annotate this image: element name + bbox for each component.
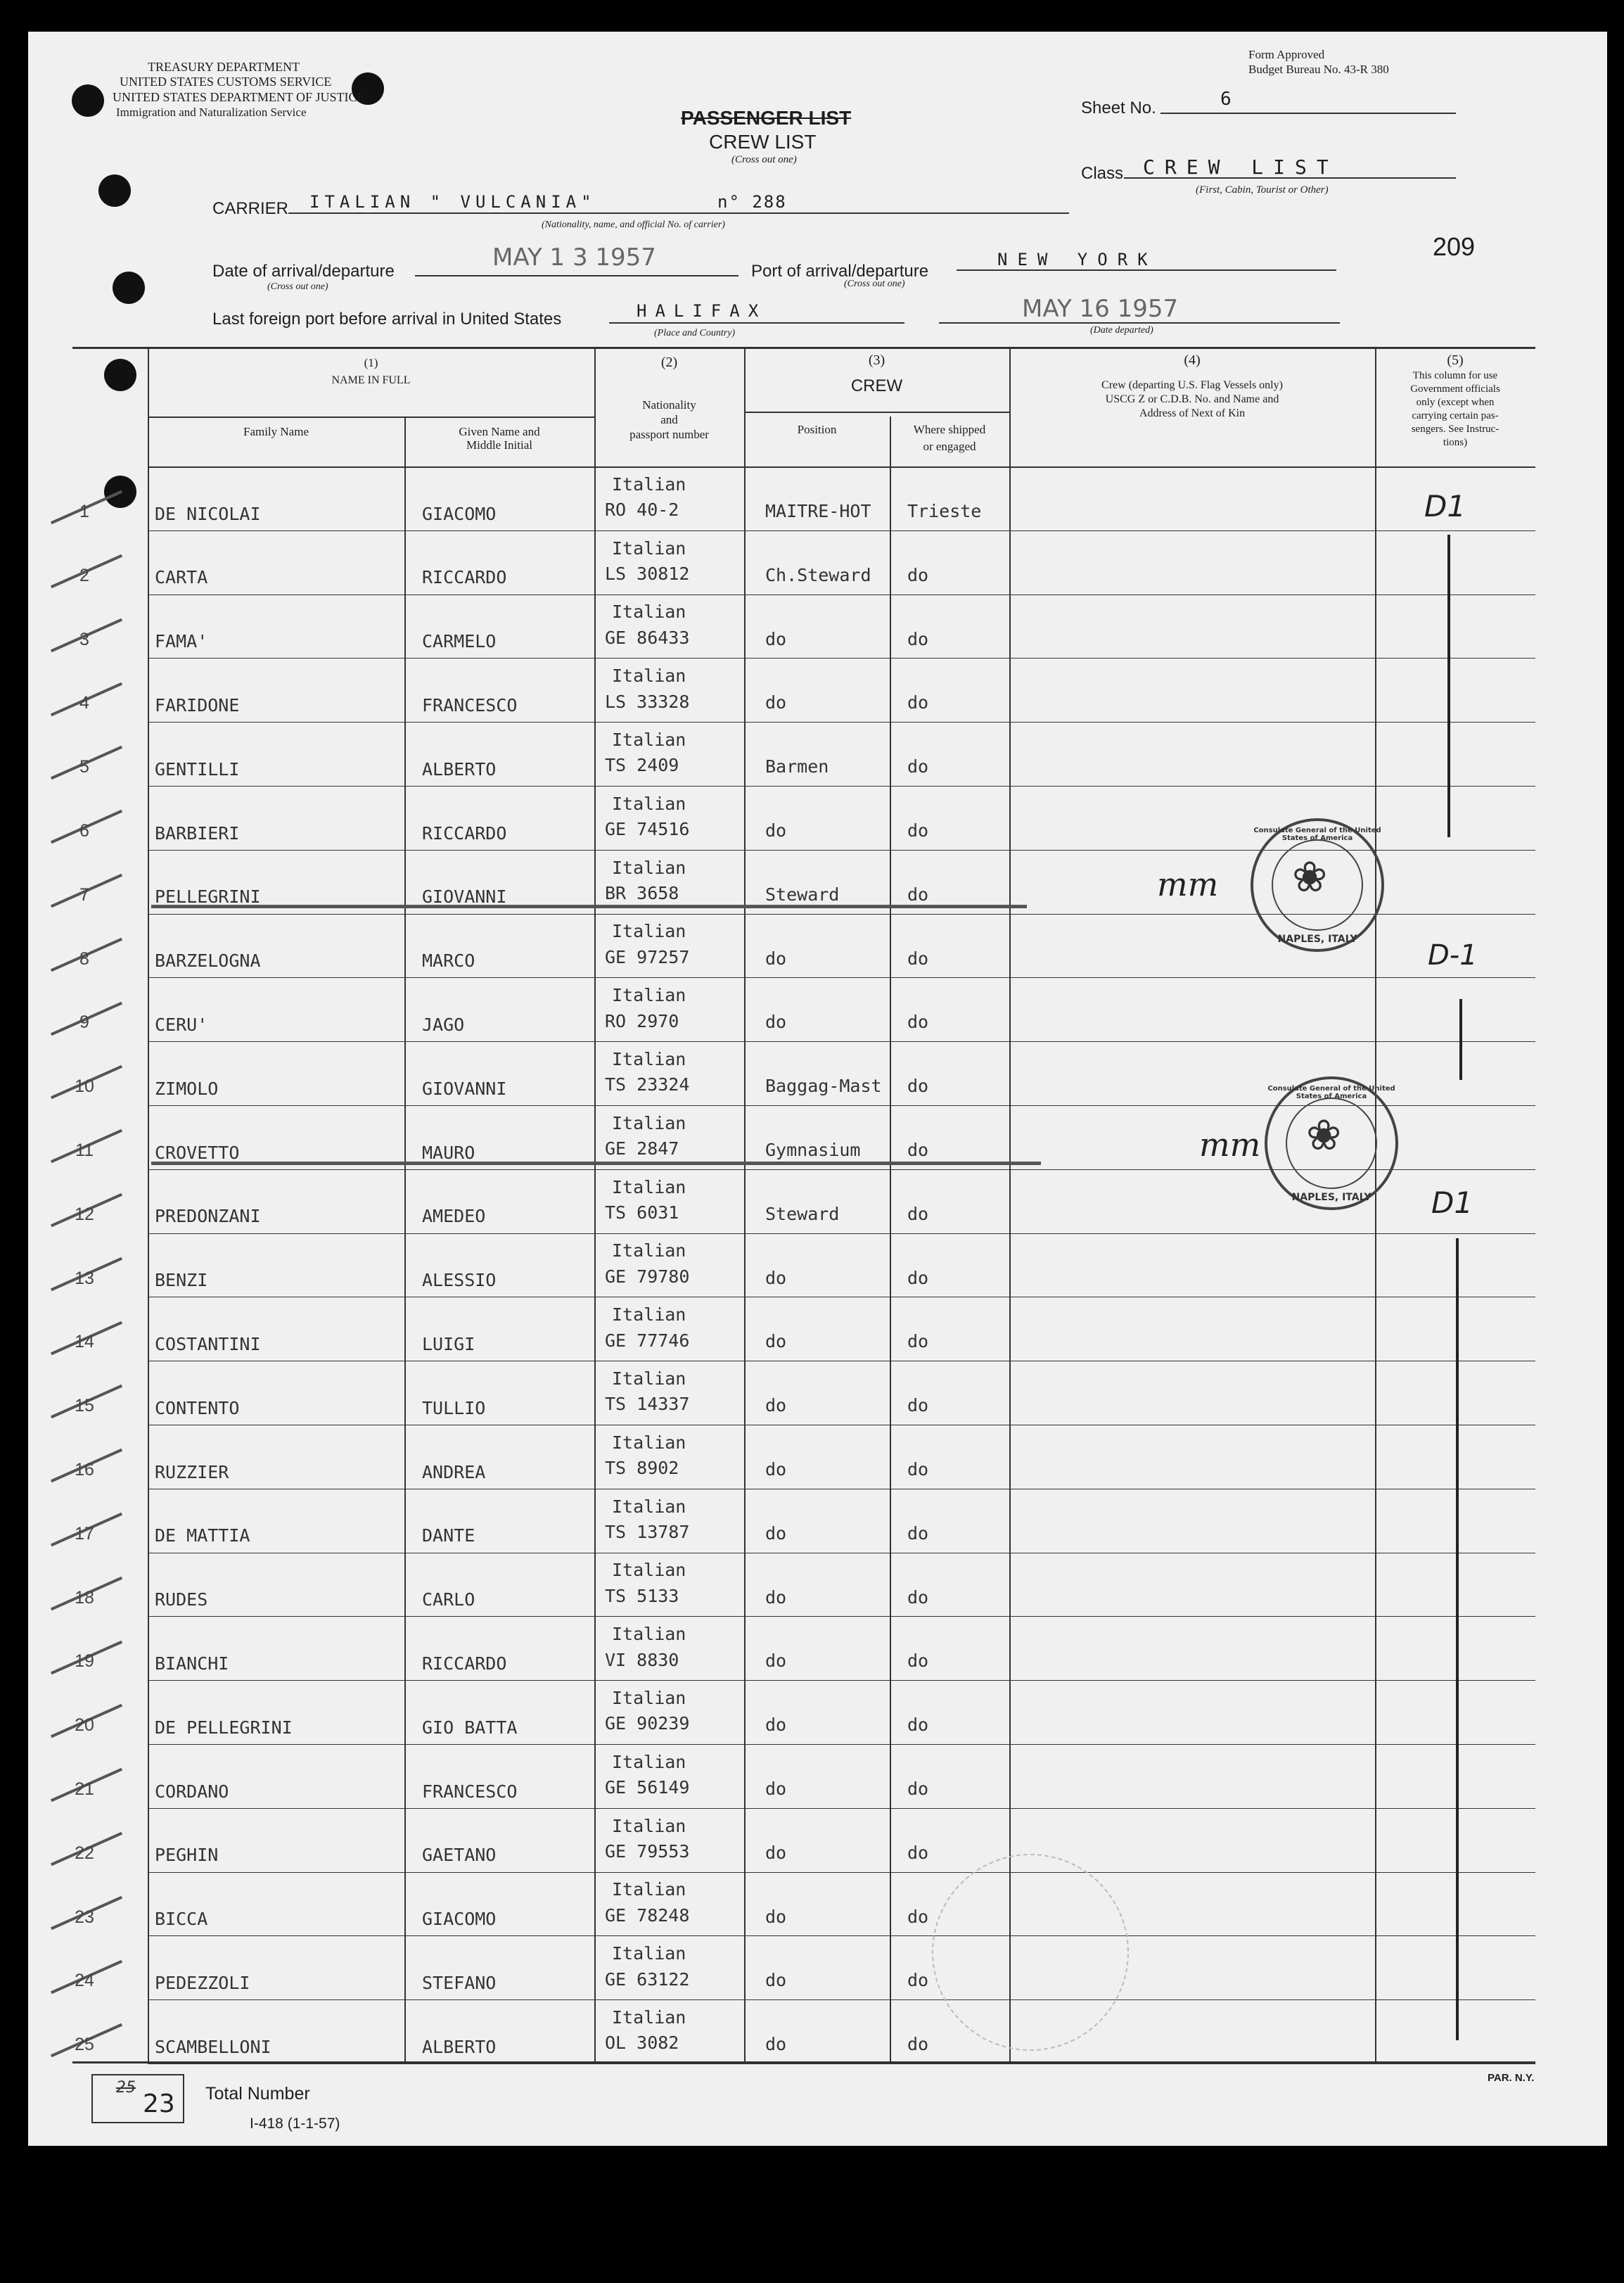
shipped-cell: do	[907, 2034, 929, 2055]
seal-a-bottom-text: NAPLES, ITALY	[1277, 934, 1357, 945]
position-cell: do	[765, 1395, 787, 1416]
row-number: 15	[75, 1396, 94, 1416]
given-name-cell: RICCARDO	[422, 567, 507, 588]
given-name-cell: CARMELO	[422, 631, 497, 652]
col-given-name-1: Given Name and	[459, 425, 540, 438]
family-name-cell: CARTA	[155, 567, 208, 588]
position-cell: do	[765, 1522, 787, 1544]
nationality-cell: Italian	[612, 538, 686, 559]
row-divider	[148, 1935, 1535, 1936]
position-cell: Ch.Steward	[765, 564, 871, 585]
shipped-cell: do	[907, 948, 929, 969]
position-cell: do	[765, 1906, 787, 1927]
form-approved: Form Approved	[1248, 48, 1325, 61]
family-name-cell: DE PELLEGRINI	[155, 1717, 293, 1738]
row-number: 24	[75, 1971, 94, 1991]
punch-hole-3	[98, 174, 131, 207]
given-name-cell: FRANCESCO	[422, 695, 518, 716]
row-number: 5	[79, 757, 89, 777]
shipped-cell: do	[907, 1076, 929, 1097]
passport-cell: TS 14337	[605, 1394, 690, 1415]
position-cell: do	[765, 1459, 787, 1480]
table-top-border	[72, 347, 1535, 349]
col1-number: (1)	[364, 356, 378, 369]
row-divider	[148, 2063, 1535, 2064]
nationality-cell: Italian	[612, 730, 686, 751]
nationality-cell: Italian	[612, 1304, 686, 1325]
family-name-cell: BICCA	[155, 1909, 208, 1930]
col-family-name: Family Name	[243, 425, 309, 438]
shipped-cell: Trieste	[907, 501, 982, 522]
col4-line-3: Address of Next of Kin	[1139, 407, 1246, 419]
family-name-cell: DE MATTIA	[155, 1525, 250, 1546]
given-name-cell: GIO BATTA	[422, 1717, 518, 1738]
family-name-cell: PEGHIN	[155, 1845, 219, 1866]
col4-line-2: USCG Z or C.D.B. No. and Name and	[1105, 393, 1279, 405]
given-name-cell: RICCARDO	[422, 822, 507, 844]
row-divider	[148, 1680, 1535, 1681]
given-name-cell: STEFANO	[422, 1973, 497, 1994]
carrier-number: n° 288	[717, 192, 787, 212]
port-caption: (Cross out one)	[844, 279, 905, 289]
passport-cell: TS 13787	[605, 1522, 690, 1543]
eagle-emblem-icon-a: ❀	[1292, 854, 1328, 901]
nationality-cell: Italian	[612, 985, 686, 1006]
family-name-cell: ZIMOLO	[155, 1078, 219, 1099]
position-cell: do	[765, 1779, 787, 1800]
family-name-cell: SCAMBELLONI	[155, 2036, 271, 2057]
col1-title: NAME IN FULL	[331, 374, 411, 386]
given-name-cell: GIOVANNI	[422, 1078, 507, 1099]
position-cell: do	[765, 820, 787, 841]
row-number: 25	[75, 2035, 94, 2055]
col-shipped-2: or engaged	[923, 440, 976, 453]
last-port-caption: (Place and Country)	[654, 328, 736, 338]
family-name-cell: RUDES	[155, 1589, 208, 1610]
shipped-cell: do	[907, 1012, 929, 1033]
row-divider	[148, 1808, 1535, 1809]
official-mark-d1-b: D-1	[1428, 939, 1478, 972]
passport-cell: TS 23324	[605, 1074, 690, 1095]
col5-line-1: This column for use	[1412, 370, 1498, 381]
form-number: I-418 (1-1-57)	[250, 2116, 340, 2132]
class-label: Class	[1081, 164, 1124, 183]
shipped-cell: do	[907, 884, 929, 905]
given-name-cell: GIOVANNI	[422, 886, 507, 908]
row-divider	[148, 594, 1535, 595]
col5-line-3: only (except when	[1416, 397, 1495, 408]
family-name-cell: CERU'	[155, 1015, 208, 1036]
given-name-cell: GIACOMO	[422, 1909, 497, 1930]
official-bracket-a	[1447, 535, 1450, 837]
row-divider	[148, 977, 1535, 978]
family-name-cell: CROVETTO	[155, 1142, 240, 1163]
shipped-cell: do	[907, 1459, 929, 1480]
punch-hole-1	[72, 84, 104, 117]
nationality-cell: Italian	[612, 1049, 686, 1070]
row-number: 16	[75, 1459, 94, 1480]
date-departed-caption: (Date departed)	[1090, 325, 1153, 336]
agency-treasury: TREASURY DEPARTMENT	[148, 60, 300, 74]
passport-cell: LS 33328	[605, 691, 690, 712]
row-divider	[148, 530, 1535, 531]
family-name-cell: CONTENTO	[155, 1397, 240, 1418]
given-name-cell: AMEDEO	[422, 1206, 486, 1227]
row-number: 7	[79, 884, 89, 905]
col2-and: and	[660, 413, 678, 426]
punch-hole-5	[104, 359, 136, 391]
shipped-cell: do	[907, 1715, 929, 1736]
position-cell: do	[765, 2034, 787, 2055]
title-cross-out: (Cross out one)	[731, 154, 797, 165]
given-name-cell: MARCO	[422, 950, 475, 972]
row-number: 14	[75, 1332, 94, 1352]
date-caption: (Cross out one)	[267, 281, 328, 292]
nationality-cell: Italian	[612, 1943, 686, 1964]
class-caption: (First, Cabin, Tourist or Other)	[1196, 184, 1329, 196]
position-cell: do	[765, 1715, 787, 1736]
date-underline	[415, 275, 739, 276]
row-number: 12	[75, 1204, 94, 1224]
row-number: 3	[79, 629, 89, 649]
col-given-name-2: Middle Initial	[466, 438, 532, 452]
seal-b-bottom-text: NAPLES, ITALY	[1291, 1192, 1372, 1203]
agency-justice: UNITED STATES DEPARTMENT OF JUSTICE	[113, 90, 365, 104]
nationality-cell: Italian	[612, 1751, 686, 1772]
passport-cell: GE 74516	[605, 819, 690, 840]
family-name-cell: PELLEGRINI	[155, 886, 261, 908]
official-mark-d1-a: D1	[1424, 489, 1466, 523]
divider-crew-kin	[1009, 347, 1011, 2063]
row-number: 10	[75, 1076, 94, 1097]
nationality-cell: Italian	[612, 1688, 686, 1709]
family-name-cell: GENTILLI	[155, 758, 240, 780]
given-name-cell: RICCARDO	[422, 1653, 507, 1674]
nationality-cell: Italian	[612, 1176, 686, 1197]
shipped-cell: do	[907, 1906, 929, 1927]
row-number: 22	[75, 1843, 94, 1863]
port-value: NEW YORK	[997, 250, 1158, 269]
position-cell: do	[765, 1842, 787, 1863]
date-label: Date of arrival/departure	[212, 262, 395, 281]
row-divider	[148, 658, 1535, 659]
col3-number: (3)	[868, 352, 885, 368]
row-number: 11	[75, 1140, 94, 1160]
row-divider	[148, 1041, 1535, 1042]
faint-seal-c	[932, 1854, 1129, 2051]
eagle-emblem-icon-b: ❀	[1306, 1112, 1342, 1159]
row-number: 19	[75, 1651, 94, 1672]
row-number: 20	[75, 1715, 94, 1736]
col2-number: (2)	[660, 355, 678, 370]
passport-cell: GE 77746	[605, 1330, 690, 1351]
divider-position-shipped	[890, 416, 891, 2063]
row-divider	[148, 722, 1535, 723]
shipped-cell: do	[907, 1522, 929, 1544]
family-name-cell: FARIDONE	[155, 695, 240, 716]
passport-cell: RO 40-2	[605, 500, 679, 521]
consulate-seal-a	[1251, 818, 1384, 952]
col-shipped-1: Where shipped	[913, 423, 986, 436]
passport-cell: TS 2409	[605, 755, 679, 776]
family-name-cell: COSTANTINI	[155, 1334, 261, 1355]
nationality-cell: Italian	[612, 1240, 686, 1261]
row-number: 8	[79, 948, 89, 969]
passport-cell: GE 86433	[605, 627, 690, 648]
position-cell: do	[765, 948, 787, 969]
shipped-cell: do	[907, 1586, 929, 1608]
family-name-cell: CORDANO	[155, 1781, 229, 1802]
nationality-cell: Italian	[612, 921, 686, 942]
family-name-cell: BARBIERI	[155, 822, 240, 844]
budget-bureau: Budget Bureau No. 43-R 380	[1248, 63, 1389, 76]
divider-nat-crew	[744, 347, 746, 2063]
shipped-cell: do	[907, 1970, 929, 1991]
sheet-label: Sheet No.	[1081, 98, 1156, 117]
port-underline	[957, 269, 1336, 271]
strike-row-11	[151, 1162, 1041, 1165]
passport-cell: RO 2970	[605, 1010, 679, 1031]
shipped-cell: do	[907, 756, 929, 777]
col4-line-1: Crew (departing U.S. Flag Vessels only)	[1101, 379, 1283, 391]
official-bracket-c	[1456, 1238, 1459, 2040]
total-struck-value: 25	[116, 2079, 136, 2097]
consul-initials-a: mm	[1157, 865, 1219, 903]
passport-cell: GE 56149	[605, 1777, 690, 1798]
family-name-cell: PREDONZANI	[155, 1206, 261, 1227]
position-cell: do	[765, 1970, 787, 1991]
title-crew-list: CREW LIST	[709, 131, 817, 153]
family-name-cell: PEDEZZOLI	[155, 1973, 250, 1994]
given-name-cell: DANTE	[422, 1525, 475, 1546]
shipped-cell: do	[907, 692, 929, 713]
row-number: 9	[79, 1012, 89, 1033]
last-port-value: HALIFAX	[637, 301, 767, 321]
position-cell: do	[765, 1331, 787, 1352]
nationality-cell: Italian	[612, 602, 686, 623]
last-port-underline	[609, 322, 904, 324]
nationality-cell: Italian	[612, 1112, 686, 1133]
col3-title: CREW	[850, 376, 903, 395]
passport-cell: GE 78248	[605, 1904, 690, 1926]
position-cell: do	[765, 692, 787, 713]
total-value: 23	[143, 2090, 175, 2118]
position-cell: Steward	[765, 884, 840, 905]
passport-cell: GE 79553	[605, 1841, 690, 1862]
shipped-cell: do	[907, 1842, 929, 1863]
family-name-cell: BARZELOGNA	[155, 950, 261, 972]
given-name-cell: JAGO	[422, 1015, 465, 1036]
position-cell: do	[765, 1651, 787, 1672]
official-bracket-b	[1459, 999, 1462, 1080]
given-name-cell: ANDREA	[422, 1461, 486, 1482]
given-name-cell: GAETANO	[422, 1845, 497, 1866]
nationality-cell: Italian	[612, 666, 686, 687]
passport-cell: GE 90239	[605, 1713, 690, 1734]
shipped-cell: do	[907, 1331, 929, 1352]
row-number: 13	[75, 1268, 94, 1288]
given-name-cell: GIACOMO	[422, 503, 497, 524]
divider-name-subhead	[148, 416, 594, 418]
row-number: 17	[75, 1523, 94, 1544]
divider-family-given	[404, 416, 406, 2063]
nationality-cell: Italian	[612, 1560, 686, 1581]
passport-cell: GE 97257	[605, 946, 690, 967]
port-label: Port of arrival/departure	[751, 262, 929, 281]
family-name-cell: BENZI	[155, 1270, 208, 1291]
passport-cell: TS 8902	[605, 1458, 679, 1479]
row-divider	[148, 1872, 1535, 1873]
row-divider	[148, 786, 1535, 787]
carrier-caption: (Nationality, name, and official No. of carrier)	[542, 220, 725, 230]
family-name-cell: BIANCHI	[155, 1653, 229, 1674]
position-cell: do	[765, 1012, 787, 1033]
col2-passport: passport number	[629, 428, 709, 441]
divider-given-nat	[594, 347, 596, 2063]
sheet-underline	[1161, 113, 1456, 114]
consul-initials-b: mm	[1199, 1126, 1261, 1164]
given-name-cell: LUIGI	[422, 1334, 475, 1355]
row-number: 23	[75, 1907, 94, 1927]
col5-line-6: tions)	[1443, 437, 1468, 448]
given-name-cell: FRANCESCO	[422, 1781, 518, 1802]
row-number: 4	[79, 693, 89, 713]
nationality-cell: Italian	[612, 1879, 686, 1900]
divider-crew-subhead	[744, 412, 1009, 413]
agency-ins: Immigration and Naturalization Service	[116, 106, 307, 119]
row-number: 18	[75, 1587, 94, 1608]
nationality-cell: Italian	[612, 1432, 686, 1453]
shipped-cell: do	[907, 1395, 929, 1416]
row-divider	[148, 1999, 1535, 2000]
carrier-value: ITALIAN " VULCANIA"	[309, 192, 596, 212]
given-name-cell: ALBERTO	[422, 2036, 497, 2057]
page-number: 209	[1433, 232, 1476, 261]
nationality-cell: Italian	[612, 1815, 686, 1836]
family-name-cell: DE NICOLAI	[155, 503, 261, 524]
date-departed-value: MAY 16 1957	[1022, 295, 1179, 323]
divider-kin-official	[1375, 347, 1376, 2063]
table-header-bottom	[148, 466, 1535, 468]
strike-row-7	[151, 905, 1027, 908]
shipped-cell: do	[907, 628, 929, 649]
position-cell: Steward	[765, 1203, 840, 1224]
position-cell: MAITRE-HOT	[765, 501, 871, 522]
passport-cell: LS 30812	[605, 564, 690, 585]
given-name-cell: ALESSIO	[422, 1270, 497, 1291]
shipped-cell: do	[907, 564, 929, 585]
seal-b-top-text: Consulate General of the United States of America	[1267, 1085, 1395, 1100]
punch-hole-4	[113, 272, 145, 304]
row-number: 1	[79, 501, 89, 521]
nationality-cell: Italian	[612, 1368, 686, 1389]
agency-customs: UNITED STATES CUSTOMS SERVICE	[120, 75, 332, 89]
row-divider	[148, 1744, 1535, 1745]
passport-cell: OL 3082	[605, 2033, 679, 2054]
passport-cell: TS 5133	[605, 1585, 679, 1606]
class-value: CREW LIST	[1143, 155, 1338, 179]
position-cell: Gymnasium	[765, 1140, 861, 1161]
shipped-cell: do	[907, 1651, 929, 1672]
table-left-border	[148, 347, 149, 2063]
row-number: 2	[79, 565, 89, 585]
row-number: 21	[75, 1779, 94, 1799]
col5-line-4: carrying certain pas-	[1412, 410, 1499, 421]
nationality-cell: Italian	[612, 1496, 686, 1517]
passport-cell: GE 79780	[605, 1266, 690, 1287]
seal-a-top-text: Consulate General of the United States of America	[1253, 827, 1381, 842]
position-cell: do	[765, 1586, 787, 1608]
shipped-cell: do	[907, 1140, 929, 1161]
position-cell: do	[765, 1267, 787, 1288]
given-name-cell: CARLO	[422, 1589, 475, 1610]
col5-number: (5)	[1447, 352, 1464, 368]
date-value: MAY 1 3 1957	[492, 243, 656, 272]
nationality-cell: Italian	[612, 793, 686, 814]
col-position: Position	[797, 423, 837, 436]
col4-number: (4)	[1184, 352, 1201, 368]
consulate-seal-b	[1265, 1076, 1398, 1210]
carrier-underline	[288, 212, 1069, 214]
shipped-cell: do	[907, 1203, 929, 1224]
row-number: 6	[79, 820, 89, 841]
passport-cell: TS 6031	[605, 1202, 679, 1223]
row-divider	[148, 1616, 1535, 1617]
nationality-cell: Italian	[612, 2007, 686, 2028]
row-divider	[148, 1233, 1535, 1234]
family-name-cell: RUZZIER	[155, 1461, 229, 1482]
given-name-cell: TULLIO	[422, 1397, 486, 1418]
shipped-cell: do	[907, 1779, 929, 1800]
shipped-cell: do	[907, 820, 929, 841]
nationality-cell: Italian	[612, 857, 686, 878]
official-mark-d1-c: D1	[1431, 1185, 1473, 1220]
given-name-cell: MAURO	[422, 1142, 475, 1163]
nationality-cell: Italian	[612, 473, 686, 495]
printer-mark: PAR. N.Y.	[1488, 2072, 1535, 2084]
col5-line-5: sengers. See Instruc-	[1411, 424, 1500, 435]
position-cell: Barmen	[765, 756, 829, 777]
passport-cell: GE 2847	[605, 1138, 679, 1159]
total-label: Total Number	[205, 2084, 310, 2104]
carrier-label: CARRIER	[212, 199, 289, 218]
shipped-cell: do	[907, 1267, 929, 1288]
given-name-cell: ALBERTO	[422, 758, 497, 780]
title-passenger-list: PASSENGER LIST	[681, 107, 852, 129]
col2-nationality: Nationality	[642, 398, 696, 412]
family-name-cell: FAMA'	[155, 631, 208, 652]
col5-line-2: Government officials	[1410, 383, 1500, 395]
last-port-label: Last foreign port before arrival in United States	[212, 310, 562, 329]
position-cell: do	[765, 628, 787, 649]
position-cell: Baggag-Mast	[765, 1076, 882, 1097]
passport-cell: VI 8830	[605, 1649, 679, 1670]
passport-cell: GE 63122	[605, 1969, 690, 1990]
passport-cell: BR 3658	[605, 883, 679, 904]
nationality-cell: Italian	[612, 1624, 686, 1645]
sheet-value: 6	[1220, 89, 1233, 110]
